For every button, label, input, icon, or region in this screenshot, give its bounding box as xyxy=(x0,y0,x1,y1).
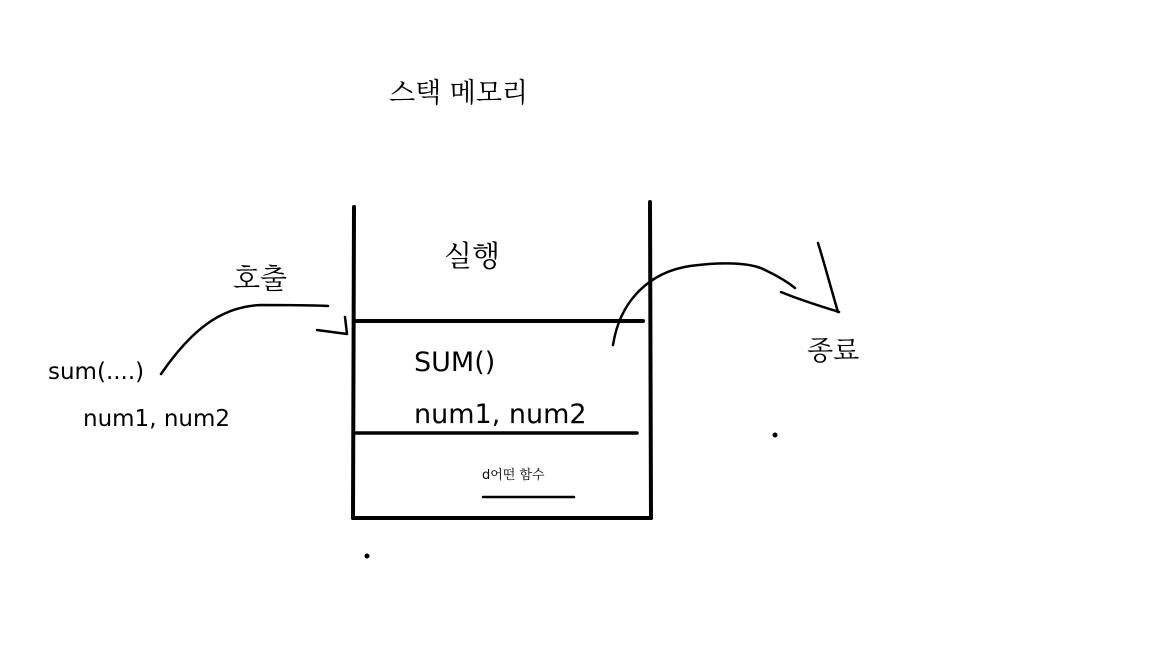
caller-function: sum(....) xyxy=(48,359,145,385)
frame-name: SUM() xyxy=(414,347,496,378)
stack-right-wall xyxy=(650,202,651,518)
stray-dot xyxy=(365,554,370,559)
exit-arrow xyxy=(613,263,795,345)
call-arrow xyxy=(161,305,328,374)
stray-dot xyxy=(773,433,778,438)
running-label: 실행 xyxy=(444,239,501,273)
next-frame-name: d어떤 함수 xyxy=(482,468,545,483)
stack-left-wall xyxy=(353,207,354,518)
frame-vars: num1, num2 xyxy=(414,399,587,430)
call-arrowhead xyxy=(317,317,347,334)
end-label: 종료 xyxy=(807,336,860,367)
diagram-title: 스택 메모리 xyxy=(389,78,528,109)
caller-params: num1, num2 xyxy=(83,408,231,431)
call-label: 호출 xyxy=(233,262,288,295)
exit-arrowhead xyxy=(781,243,839,312)
